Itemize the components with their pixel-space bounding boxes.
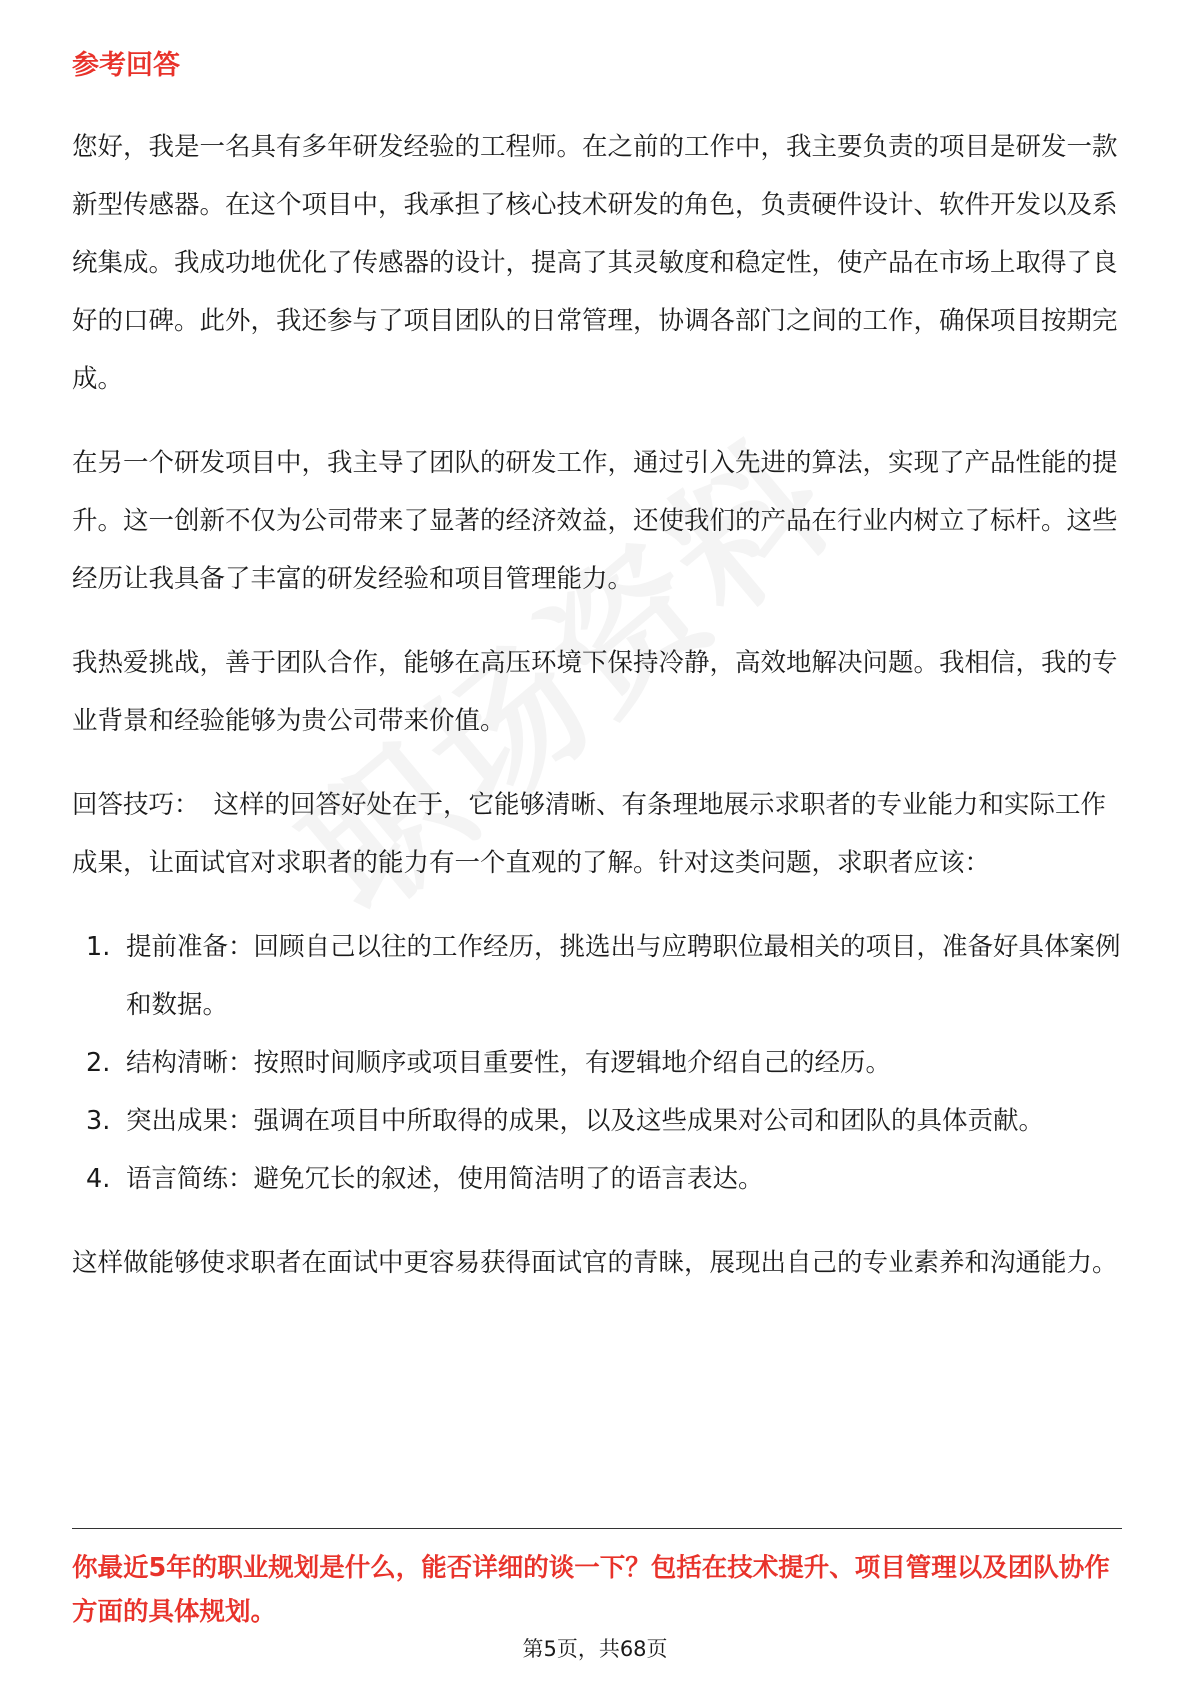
next-question-heading: 你最近5年的职业规划是什么，能否详细的谈一下？包括在技术提升、项目管理以及团队协作方面的具体规划。: [72, 1553, 1110, 1627]
answer-content: [72, 118, 1122, 1318]
page-number: 第5页，共68页: [522, 1637, 668, 1661]
answer-paragraph-3: 我热爱挑战，善于团队合作，能够在高压环境下保持冷静，高效地解决问题。我相信，我的专业背景和经验能够为贵公司带来价值。: [72, 648, 1118, 736]
list-item-text: 结构清晰：按照时间顺序或项目重要性，有逻辑地介绍自己的经历。: [126, 1048, 892, 1078]
tips-label: 回答技巧：: [72, 790, 200, 820]
list-item-number: 4.: [86, 1164, 111, 1194]
list-item: [72, 918, 1122, 1034]
answer-paragraph-1: 您好，我是一名具有多年研发经验的工程师。在之前的工作中，我主要负责的项目是研发一款新型传感器。在这个项目中，我承担了核心技术研发的角色，负责硬件设计、软件开发以及系统集成。我成功地优化了传感器的设计，提高了其灵敏度和稳定性，使产品在市场上取得了良好的口碑。此外，我还参与了项目团队的日常管理，协调各部门之间的工作，确保项目按期完成。: [72, 132, 1118, 394]
list-item-text: 提前准备：回顾自己以往的工作经历，挑选出与应聘职位最相关的项目，准备好具体案例和数据。: [126, 932, 1121, 1020]
list-item-number: 1.: [86, 932, 111, 962]
list-item-text: 突出成果：强调在项目中所取得的成果，以及这些成果对公司和团队的具体贡献。: [126, 1106, 1045, 1136]
list-item: [72, 1150, 1122, 1208]
list-item: [72, 1034, 1122, 1092]
answer-tips: [72, 776, 1122, 892]
tips-steps-list: [72, 918, 1122, 1208]
section-heading: 参考回答: [72, 50, 180, 81]
tips-text: 这样的回答好处在于，它能够清晰、有条理地展示求职者的专业能力和实际工作成果，让面试官对求职者的能力有一个直观的了解。针对这类问题，求职者应该：: [72, 790, 1107, 878]
section-divider: [72, 1528, 1122, 1529]
list-item-text: 语言简练：避免冗长的叙述，使用简洁明了的语言表达。: [126, 1164, 764, 1194]
answer-paragraph-2: 在另一个研发项目中，我主导了团队的研发工作，通过引入先进的算法，实现了产品性能的提升。这一创新不仅为公司带来了显著的经济效益，还使我们的产品在行业内树立了标杆。这些经历让我具备了丰富的研发经验和项目管理能力。: [72, 448, 1118, 594]
list-item-number: 2.: [86, 1048, 111, 1078]
list-item-number: 3.: [86, 1106, 111, 1136]
list-item: [72, 1092, 1122, 1150]
answer-conclusion: 这样做能够使求职者在面试中更容易获得面试官的青睐，展现出自己的专业素养和沟通能力。: [72, 1248, 1118, 1278]
